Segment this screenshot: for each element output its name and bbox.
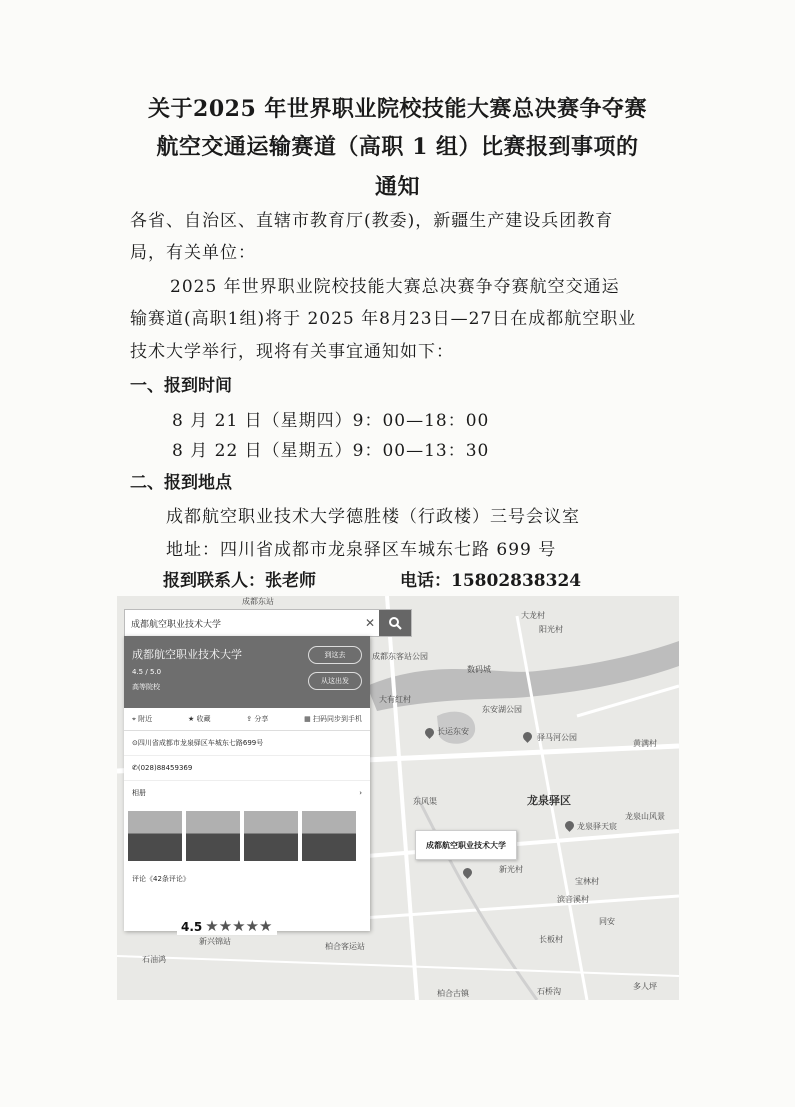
intro-line1: 2025 年世界职业院校技能大赛总决赛争夺赛航空交通运 [170,277,620,297]
favorite-label: 收藏 [196,715,211,723]
venue-line: 成都航空职业技术大学德胜楼（行政楼）三号会议室 [166,507,580,527]
nearby-action[interactable] [132,714,152,724]
clear-icon[interactable]: ✕ [364,616,376,630]
phone-row[interactable] [124,756,370,781]
location-callout[interactable]: 成都航空职业技术大学 [415,830,517,860]
map-label: 黄满村 [633,739,657,748]
contact-person: 报到联系人：张老师 [163,571,316,591]
map-screenshot [117,596,679,1000]
pin-icon: ⌖ [132,715,139,723]
map-label: 大有红村 [379,695,411,704]
map-label: 长运东安 [437,727,469,736]
location-icon: ⊙ [132,739,138,747]
chevron-right-icon: › [359,789,362,797]
rating-stars [177,917,277,935]
map-label: 柏合古镇 [437,989,469,998]
intro-line2: 输赛道(高职1组)将于 2025 年8月23日—27日在成都航空职业 [130,309,637,329]
addressee-line1: 各省、自治区、直辖市教育厅(教委)，新疆生产建设兵团教育 [130,211,614,231]
map-label: 阳光村 [539,625,563,634]
nearby-label: 附近 [138,715,153,723]
search-button[interactable] [379,610,411,636]
map-label: 大龙村 [521,611,545,620]
road-shape [367,831,679,856]
reviews-label: 评论《42条评论》 [132,875,190,883]
map-label: 同安 [599,917,615,926]
place-name: 成都航空职业技术大学 [132,648,242,661]
album-row[interactable] [124,781,370,805]
place-rating: 4.5 / 5.0 [132,668,162,676]
qrcode-icon: ▦ [304,715,313,723]
map-label: 柏合客运站 [325,942,365,951]
photo-thumbnail[interactable] [186,811,240,861]
map-label-district: 龙泉驿区 [527,794,571,807]
time-line2: 8 月 22 日（星期五）9：00—13：30 [172,441,490,461]
place-header [124,636,370,708]
map-label: 东风渠 [413,797,437,806]
action-bar [124,708,370,731]
album-label: 相册 [132,789,146,797]
share-icon: ⇪ [246,715,255,723]
place-address: 四川省成都市龙泉驿区车城东七路699号 [137,739,264,747]
photo-thumbnail[interactable] [128,811,182,861]
map-label: 东安湖公园 [482,705,522,714]
photo-thumbnail[interactable] [302,811,356,861]
map-label: 龙泉山风景 [625,812,665,821]
map-label: 成都东客站公园 [372,652,428,661]
map-label: 成都东站 [242,597,274,606]
map-label: 驿马河公园 [537,733,577,742]
map-label: 滨音溪村 [557,895,589,904]
map-label: 长板村 [539,935,563,944]
reviews-row[interactable] [124,867,370,891]
favorite-action[interactable] [188,714,211,724]
goto-button[interactable] [308,646,362,664]
star-icon: ★ [187,715,197,723]
photo-strip [124,805,370,867]
place-category: 高等院校 [132,683,160,691]
section2-heading: 二、报到地点 [130,473,232,493]
road-shape [117,956,679,976]
title-line3: 通知 [374,174,420,200]
map-search-input[interactable] [125,617,361,629]
time-line1: 8 月 21 日（星期四）9：00—18：00 [172,411,490,431]
rating-value: 4.5 [181,920,203,934]
addressee-line2: 局，有关单位： [130,243,256,263]
address-row [124,731,370,756]
depart-label: 从这出发 [321,677,349,685]
map-label: 龙泉驿天宸 [577,822,617,831]
phone-icon: ✆ [132,764,138,772]
map-label: 石油鸿 [142,955,166,964]
share-action[interactable] [246,714,268,724]
stars-icon: ★★★★★ [205,917,273,935]
map-label: 宝林村 [575,877,599,886]
map-label: 数码城 [467,665,491,674]
title-line2: 航空交通运输赛道（高职 1 组）比赛报到事项的 [156,134,639,160]
search-icon [388,616,402,630]
place-phone: (028)88459369 [137,764,193,772]
map-label: 新光村 [499,865,523,874]
sync-phone-label: 扫码同步到手机 [312,715,362,723]
contact-phone: 电话：15802838324 [400,571,582,591]
map-label: 新兴锦站 [199,937,231,946]
sync-phone-action[interactable] [304,714,362,724]
title-line1: 关于2025 年世界职业院校技能大赛总决赛争夺赛 [148,96,647,122]
intro-line3: 技术大学举行，现将有关事宜通知如下： [130,342,454,362]
photo-thumbnail[interactable] [244,811,298,861]
place-info-panel [124,636,370,931]
map-search-bar [124,609,412,637]
road-shape [577,686,679,716]
map-label: 石桥沟 [537,987,561,996]
section1-heading: 一、报到时间 [130,376,232,396]
map-label: 多人坪 [633,982,657,991]
depart-button[interactable] [308,672,362,690]
address-line: 地址：四川省成都市龙泉驿区车城东七路 699 号 [166,540,557,560]
goto-label: 到这去 [324,651,346,659]
share-label: 分享 [254,715,269,723]
